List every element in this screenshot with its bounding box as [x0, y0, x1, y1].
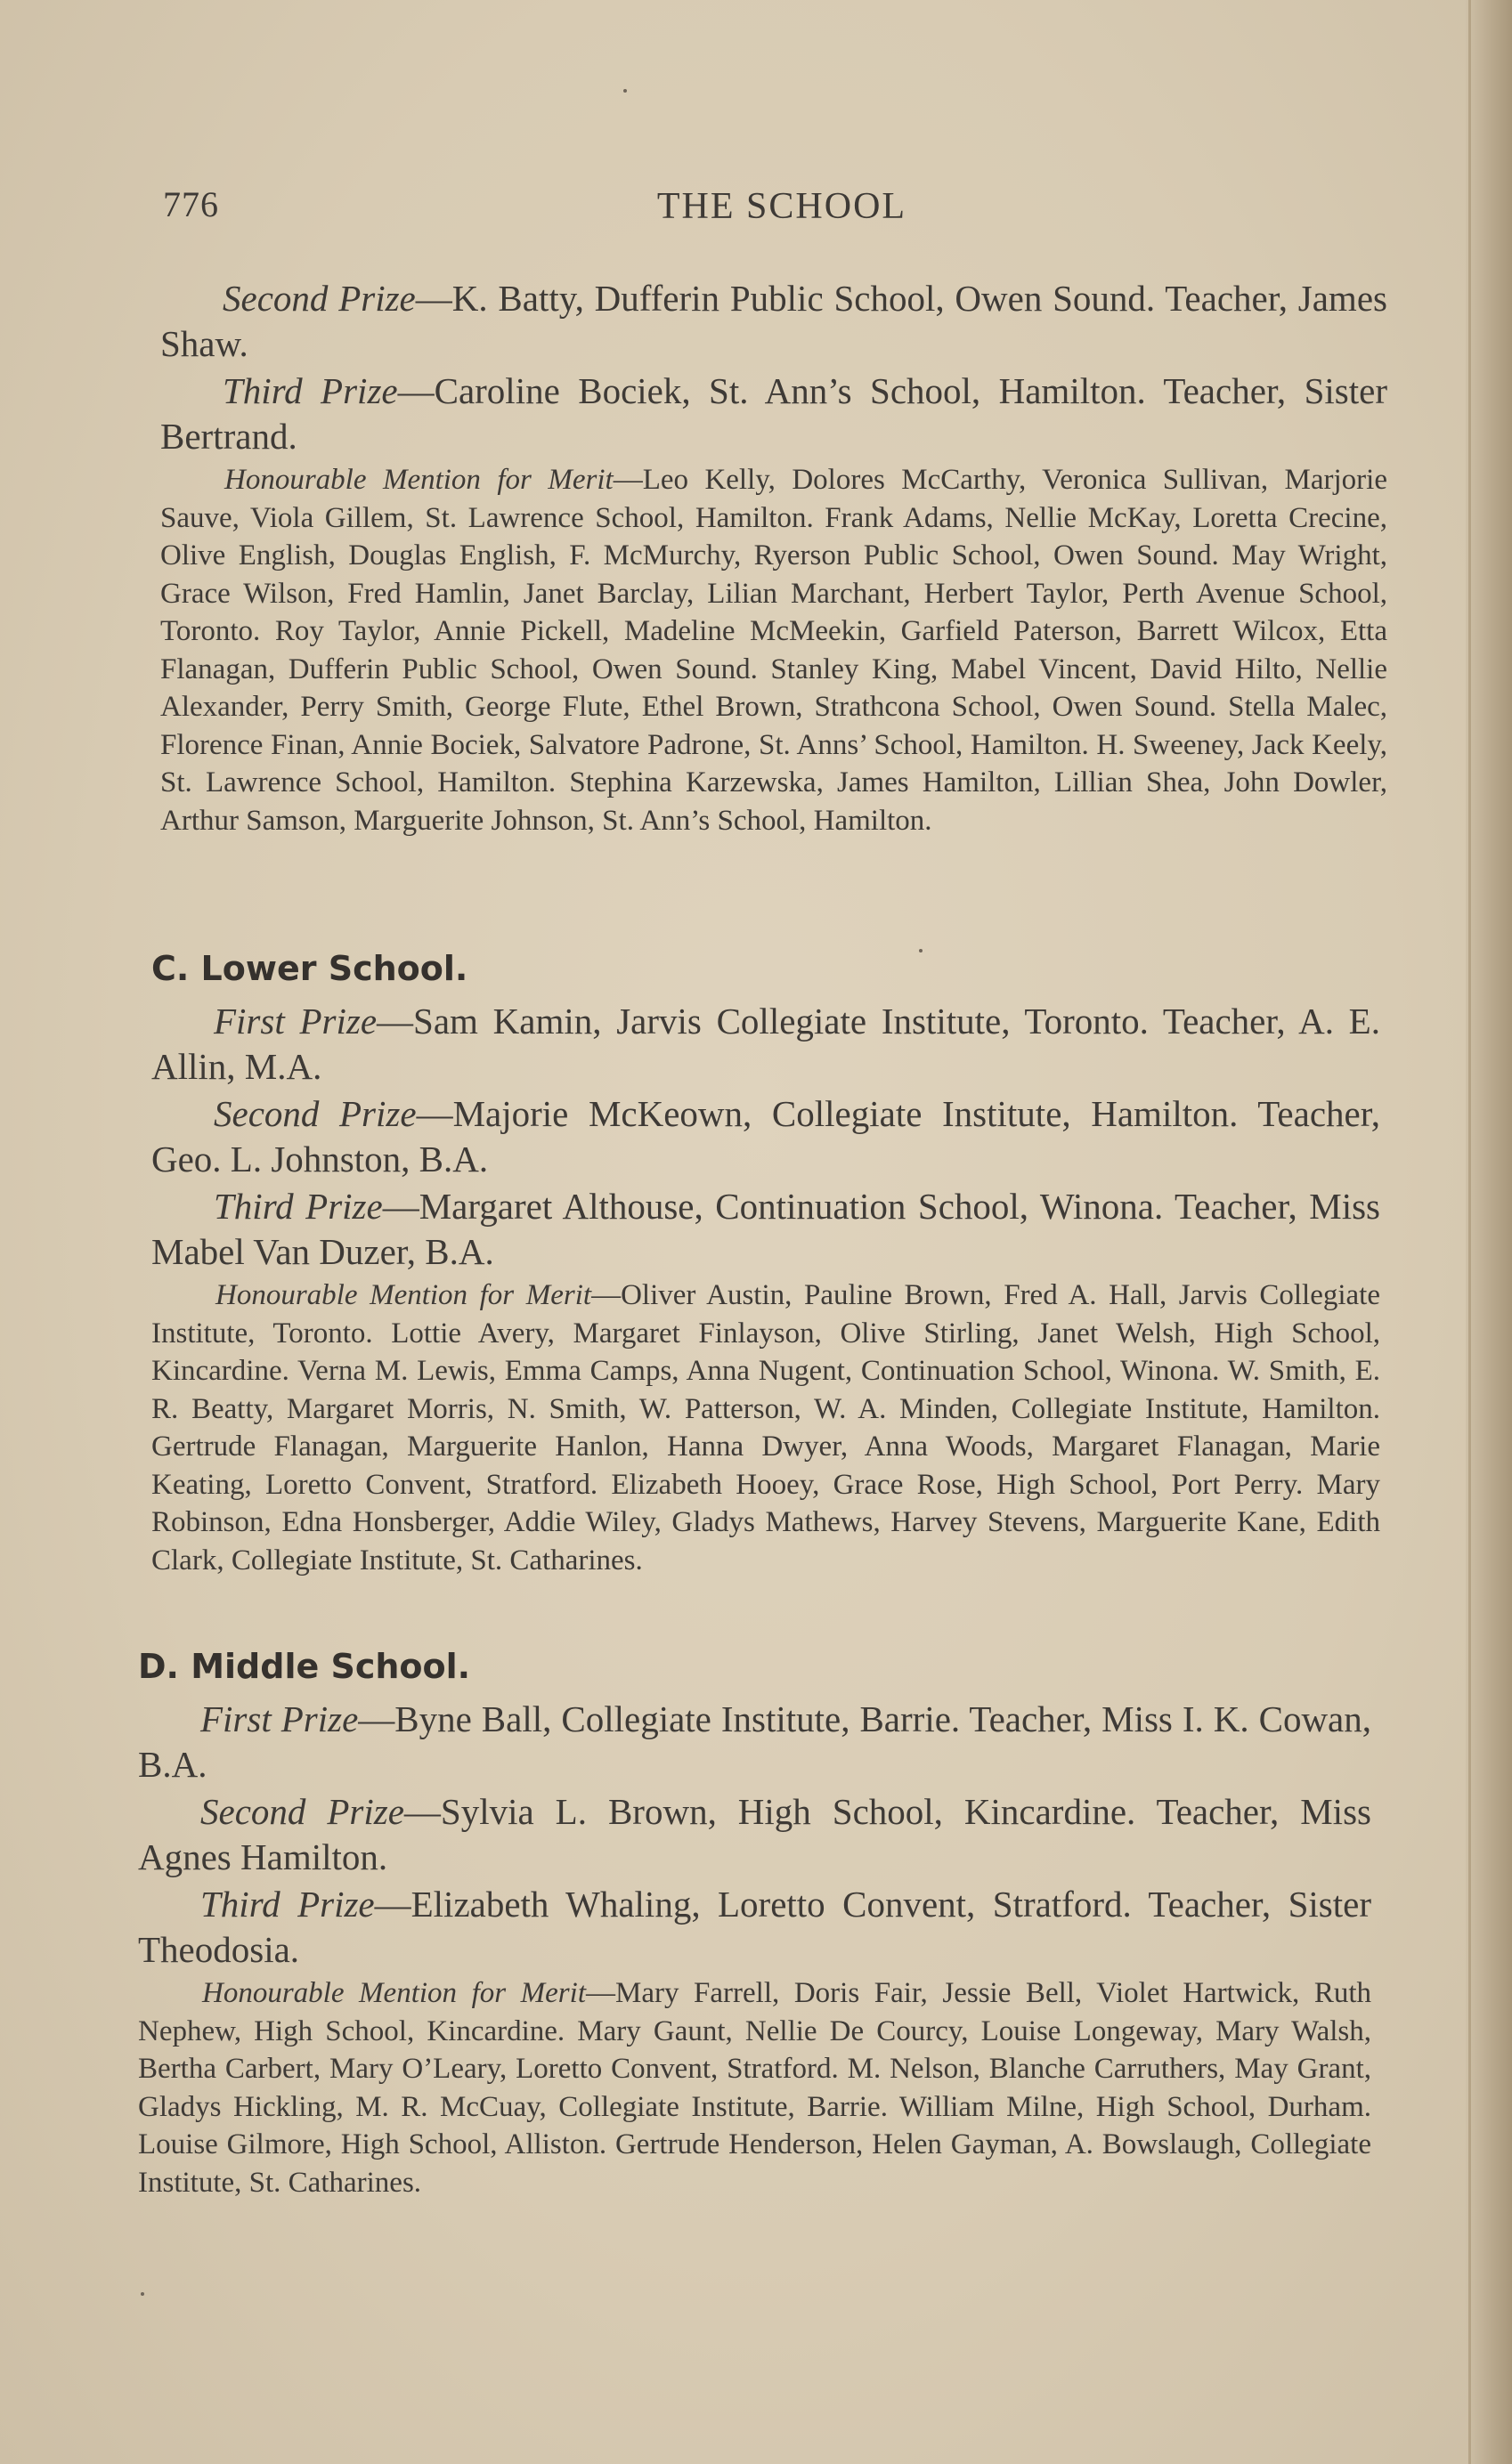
section-b-continued — [160, 276, 1387, 839]
mention-text: —Oliver Austin, Pauline Brown, Fred A. Hall, Jarvis Collegiate Institute, Toronto. Lottie Avery, Margaret Finlayson, Olive Stirling, Janet Welsh, High School, Kincardine. Verna M. Lewis, Emma Camps, Anna Nugent, Continuation School, Winona. W. Smith, E. R. Beatty, Margaret Morris, N. Smith, W. Patterson, W. A. Minden, Collegiate Institute, Hamilton. Gertrude Flanagan, Marguerite Hanlon, Hanna Dwyer, Anna Woods, Margaret Flanagan, Marie Keating, Loretto Convent, Stratford. Elizabeth Hooey, Grace Rose, High School, Port Perry. Mary Robinson, Edna Honsberger, Addie Wiley, Gladys Mathews, Harvey Stevens, Marguerite Kane, Edith Clark, Collegiate Institute, St. Catharines. — [151, 1279, 1380, 1576]
page-edge-line — [1468, 0, 1471, 2464]
prize-label: First Prize — [214, 1001, 378, 1042]
first-prize-paragraph — [138, 1697, 1371, 1787]
paper-speck — [623, 89, 627, 93]
honourable-mention-paragraph — [151, 1277, 1380, 1579]
page-edge-shadow — [1466, 0, 1512, 2464]
third-prize-paragraph — [151, 1184, 1380, 1275]
section-c-lower-school — [151, 949, 1380, 1579]
mention-label: Honourable Mention for Merit — [215, 1279, 592, 1311]
honourable-mention-paragraph — [138, 1974, 1371, 2201]
prize-label: Second Prize — [223, 278, 416, 319]
prize-label: Third Prize — [200, 1884, 375, 1925]
prize-text: —Sam Kamin, Jarvis Collegiate Institute, Toronto. Teacher, A. E. Allin, M.A. — [151, 1001, 1380, 1087]
paper-speck — [141, 2292, 144, 2296]
mention-text: —Leo Kelly, Dolores McCarthy, Veronica Sullivan, Marjorie Sauve, Viola Gillem, St. Lawrence School, Hamilton. Frank Adams, Nellie McKay, Loretta Crecine, Olive English, Douglas English, F. McMurchy, Ryerson Public School, Owen Sound. May Wright, Grace Wilson, Fred Hamlin, Janet Barclay, Lilian Marchant, Herbert Taylor, Perth Avenue School, Toronto. Roy Taylor, Annie Pickell, Madeline McMeekin, Garfield Paterson, Barrett Wilcox, Etta Flanagan, Dufferin Public School, Owen Sound. Stanley King, Mabel Vincent, David Hilto, Nellie Alexander, Perry Smith, George Flute, Ethel Brown, Strathcona School, Owen Sound. Stella Malec, Florence Finan, Annie Bociek, Salvatore Padrone, St. Anns’ School, Hamilton. H. Sweeney, Jack Keely, St. Lawrence School, Hamilton. Stephina Karzewska, James Hamilton, Lillian Shea, John Dowler, Arthur Samson, Marguerite Johnson, St. Ann’s School, Hamilton. — [160, 464, 1387, 837]
first-prize-paragraph — [151, 999, 1380, 1090]
page-number: 776 — [163, 184, 219, 224]
third-prize-paragraph — [138, 1882, 1371, 1973]
page-header — [163, 183, 1401, 246]
prize-label: Second Prize — [214, 1093, 417, 1134]
prize-text: —Elizabeth Whaling, Loretto Convent, Stratford. Teacher, Sister Theodosia. — [138, 1884, 1372, 1970]
prize-text: —Majorie McKeown, Collegiate Institute, Hamilton. Teacher, Geo. L. Johnston, B.A. — [151, 1093, 1380, 1179]
third-prize-paragraph — [160, 369, 1387, 459]
running-title: THE SCHOOL — [656, 186, 907, 227]
prize-label: Third Prize — [214, 1186, 383, 1227]
prize-label: First Prize — [200, 1698, 359, 1739]
mention-label: Honourable Mention for Merit — [224, 464, 614, 496]
prize-text: —Sylvia L. Brown, High School, Kincardine. Teacher, Miss Agnes Hamilton. — [138, 1791, 1371, 1877]
section-heading: D. Middle School. — [138, 1647, 471, 1686]
second-prize-paragraph — [151, 1091, 1380, 1182]
second-prize-paragraph — [138, 1789, 1371, 1880]
section-heading: C. Lower School. — [151, 949, 468, 988]
prize-label: Third Prize — [223, 370, 398, 411]
prize-label: Second Prize — [200, 1791, 404, 1832]
prize-text: —K. Batty, Dufferin Public School, Owen Sound. Teacher, James Shaw. — [160, 278, 1387, 364]
mention-text: —Mary Farrell, Doris Fair, Jessie Bell, Violet Hartwick, Ruth Nephew, High School, Kincardine. Mary Gaunt, Nellie De Courcy, Louise Longeway, Mary Walsh, Bertha Carbert, Mary O’Leary, Loretto Convent, Stratford. M. Nelson, Blanche Carruthers, May Grant, Gladys Hickling, M. R. McCuay, Collegiate Institute, Barrie. William Milne, High School, Durham. Louise Gilmore, High School, Alliston. Gertrude Henderson, Helen Gayman, A. Bowslaugh, Collegiate Institute, St. Catharines. — [138, 1977, 1371, 2199]
prize-text: —Caroline Bociek, St. Ann’s School, Hamilton. Teacher, Sister Bertrand. — [160, 370, 1387, 457]
mention-label: Honourable Mention for Merit — [202, 1977, 586, 2009]
prize-text: —Margaret Althouse, Continuation School, Winona. Teacher, Miss Mabel Van Duzer, B.A. — [151, 1186, 1381, 1272]
second-prize-paragraph — [160, 276, 1387, 367]
section-d-middle-school — [138, 1647, 1371, 2201]
honourable-mention-paragraph — [160, 461, 1387, 839]
prize-text: —Byne Ball, Collegiate Institute, Barrie. Teacher, Miss I. K. Cowan, B.A. — [138, 1698, 1371, 1785]
